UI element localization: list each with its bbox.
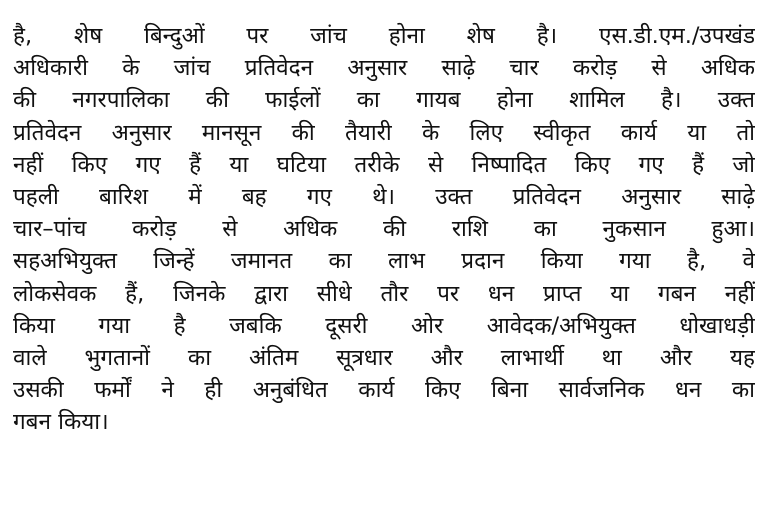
text-line-1: है, शेष बिन्दुओं पर जांच होना शेष है। एस.डी.एम./उपखंड [13,23,755,49]
text-line-4: प्रतिवेदन अनुसार मानसून की तैयारी के लिए स्वीकृत कार्य या तो [13,119,755,146]
text-line-6: पहली बारिश में बह गए थे। उक्त प्रतिवेदन अनुसार साढ़े [13,183,755,210]
text-line-5: नहीं किए गए हैं या घटिया तरीके से निष्पादित किए गए हैं जो [13,151,755,178]
text-line-9: लोकसेवक हैं, जिनके द्वारा सीधे तौर पर धन प्राप्त या गबन नहीं [13,280,755,307]
text-line-3: की नगरपालिका की फाईलों का गायब होना शामिल है। उक्त [13,87,755,114]
document-paragraph [13,20,755,438]
text-line-13: गबन किया। [13,409,109,436]
text-line-8: सहअभियुक्त जिन्हें जमानत का लाभ प्रदान किया गया है, वे [13,248,755,275]
text-line-11: वाले भुगतानों का अंतिम सूत्रधार और लाभार्थी था और यह [13,344,755,371]
text-line-2: अधिकारी के जांच प्रतिवेदन अनुसार साढ़े चार करोड़ से अधिक [13,55,755,82]
text-line-10: किया गया है जबकि दूसरी ओर आवेदक/अभियुक्त धोखाधड़ी [13,312,755,339]
text-line-12: उसकी फर्मों ने ही अनुबंधित कार्य किए बिना सार्वजनिक धन का [13,377,755,404]
text-line-7: चार–पांच करोड़ से अधिक की राशि का नुकसान हुआ। [13,216,755,243]
